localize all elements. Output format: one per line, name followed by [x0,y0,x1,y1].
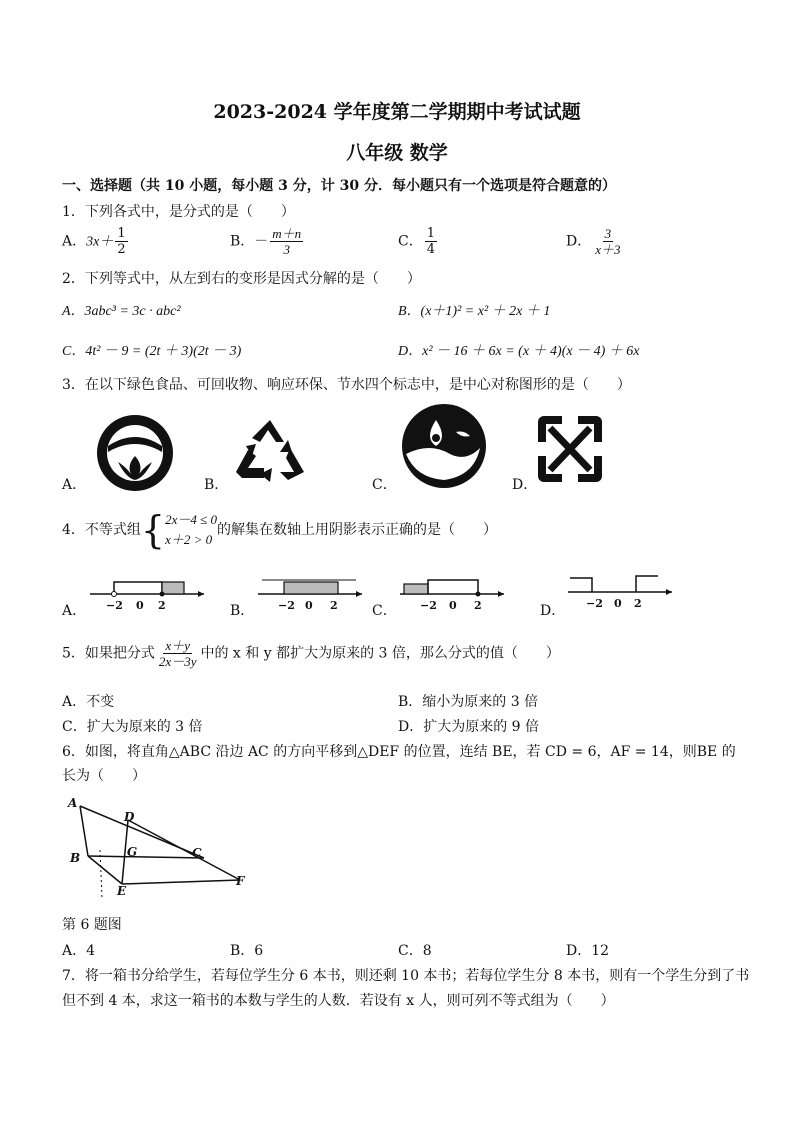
water-saving-logo-icon [536,414,604,484]
fig-label-c: C [192,846,202,860]
q5-option-c: C．扩大为原来的 3 倍 [62,719,203,735]
q7-stem-line1: 7．将一箱书分给学生，若每位学生分 6 本书，则还剩 10 本书；若每位学生分 8 本书，则有一个学生分到了书 [62,968,750,984]
q4-inequality-2: x＋2 > 0 [165,532,213,547]
q2-option-c: C．4t² － 9 = (2t ＋ 3)(2t － 3) [62,344,242,359]
q1-option-b: B．－ $\frac{m+n}{3}$ [230,226,302,257]
q6-stem-line1: 6．如图，将直角△ABC 沿边 AC 的方向平移到△DEF 的位置，连结 BE，若 CD = 6，AF = 14，则BE 的 [62,744,736,760]
q6-figure [62,790,262,910]
tick-b-2: 2 [330,599,338,612]
tick-b-neg2: −2 [278,599,295,612]
tick-d-neg2: −2 [586,597,603,610]
q3-label-a: A． [62,477,87,493]
fig-label-b: B [70,851,81,865]
recycle-logo-icon [232,416,308,486]
q2-option-a: A．3abc³ = 3c · abc² [62,304,181,319]
q2-option-d: D．x² － 16 ＋ 6x = (x ＋ 4)(x － 4) ＋ 6x [398,344,640,359]
green-food-logo-icon [94,412,176,494]
exam-title: 2023-2024 学年度第二学期期中考试试题 [213,101,581,123]
q5-option-d: D．扩大为原来的 9 倍 [398,719,540,735]
q4-label-c: C． [372,603,397,619]
section-heading: 一、选择题（共 10 小题，每小题 3 分，计 30 分．每小题只有一个选项是符合题意的） [62,178,616,194]
q2-option-b: B．(x＋1)² = x² ＋ 2x ＋ 1 [398,304,551,319]
q6-option-b: B．6 [230,943,264,959]
tick-c-2: 2 [474,599,482,612]
q3-label-b: B． [204,477,229,493]
fig-label-a: A [68,796,78,810]
eco-logo-icon [400,402,488,490]
q6-figure-caption: 第 6 题图 [62,917,122,933]
q6-option-a: A．4 [62,943,96,959]
q7-stem-line2: 但不到 4 本，求这一箱书的本数与学生的人数．若设有 x 人，则可列不等式组为（ ） [62,993,615,1009]
q3-label-c: C． [372,477,397,493]
q5-stem: 5．如果把分式 $\frac{x+y}{2x-3y}$ 中的 x 和 y 都扩大为原来的 3 倍，那么分式的值（ ） [62,638,560,669]
q1-stem: 1．下列各式中，是分式的是（ ） [62,204,295,220]
q4-stem: 4．不等式组{ 2x－4 ≤ 0 x＋2 > 0 的解集在数轴上用阴影表示正确的是（ ） [62,508,498,552]
tick-c-neg2: −2 [420,599,437,612]
exam-subtitle: 八年级 数学 [346,142,448,164]
q2-stem: 2．下列等式中，从左到右的变形是因式分解的是（ ） [62,271,421,287]
q4-label-d: D． [540,603,566,619]
q4-label-a: A． [62,603,87,619]
fig-label-g: G [127,845,138,859]
fig-label-f: F [236,874,245,888]
tick-a-0: 0 [136,599,144,612]
tick-a-2: 2 [158,599,166,612]
q1-option-a: A．3x＋ $\frac{1}{2}$ [62,226,126,257]
tick-d-0: 0 [614,597,622,610]
q3-stem: 3．在以下绿色食品、可回收物、响应环保、节水四个标志中，是中心对称图形的是（ ） [62,377,631,393]
tick-b-0: 0 [305,599,313,612]
q4-inequality-1: 2x－4 ≤ 0 [165,512,218,527]
tick-c-0: 0 [449,599,457,612]
q6-option-c: C．8 [398,943,432,959]
q6-stem-line2: 长为（ ） [62,768,146,784]
q6-option-d: D．12 [566,943,610,959]
q4-label-b: B． [230,603,255,619]
q5-option-a: A．不变 [62,694,115,710]
q1-option-d: D． $\frac{3}{x+3}$ [566,226,621,257]
tick-d-2: 2 [634,597,642,610]
tick-a-neg2: −2 [106,599,123,612]
fig-label-d: D [124,810,135,824]
q1-option-c: C． $\frac{1}{4}$ [398,226,435,257]
fig-label-e: E [117,884,127,898]
q5-option-b: B．缩小为原来的 3 倍 [398,694,539,710]
q3-label-d: D． [512,477,538,493]
